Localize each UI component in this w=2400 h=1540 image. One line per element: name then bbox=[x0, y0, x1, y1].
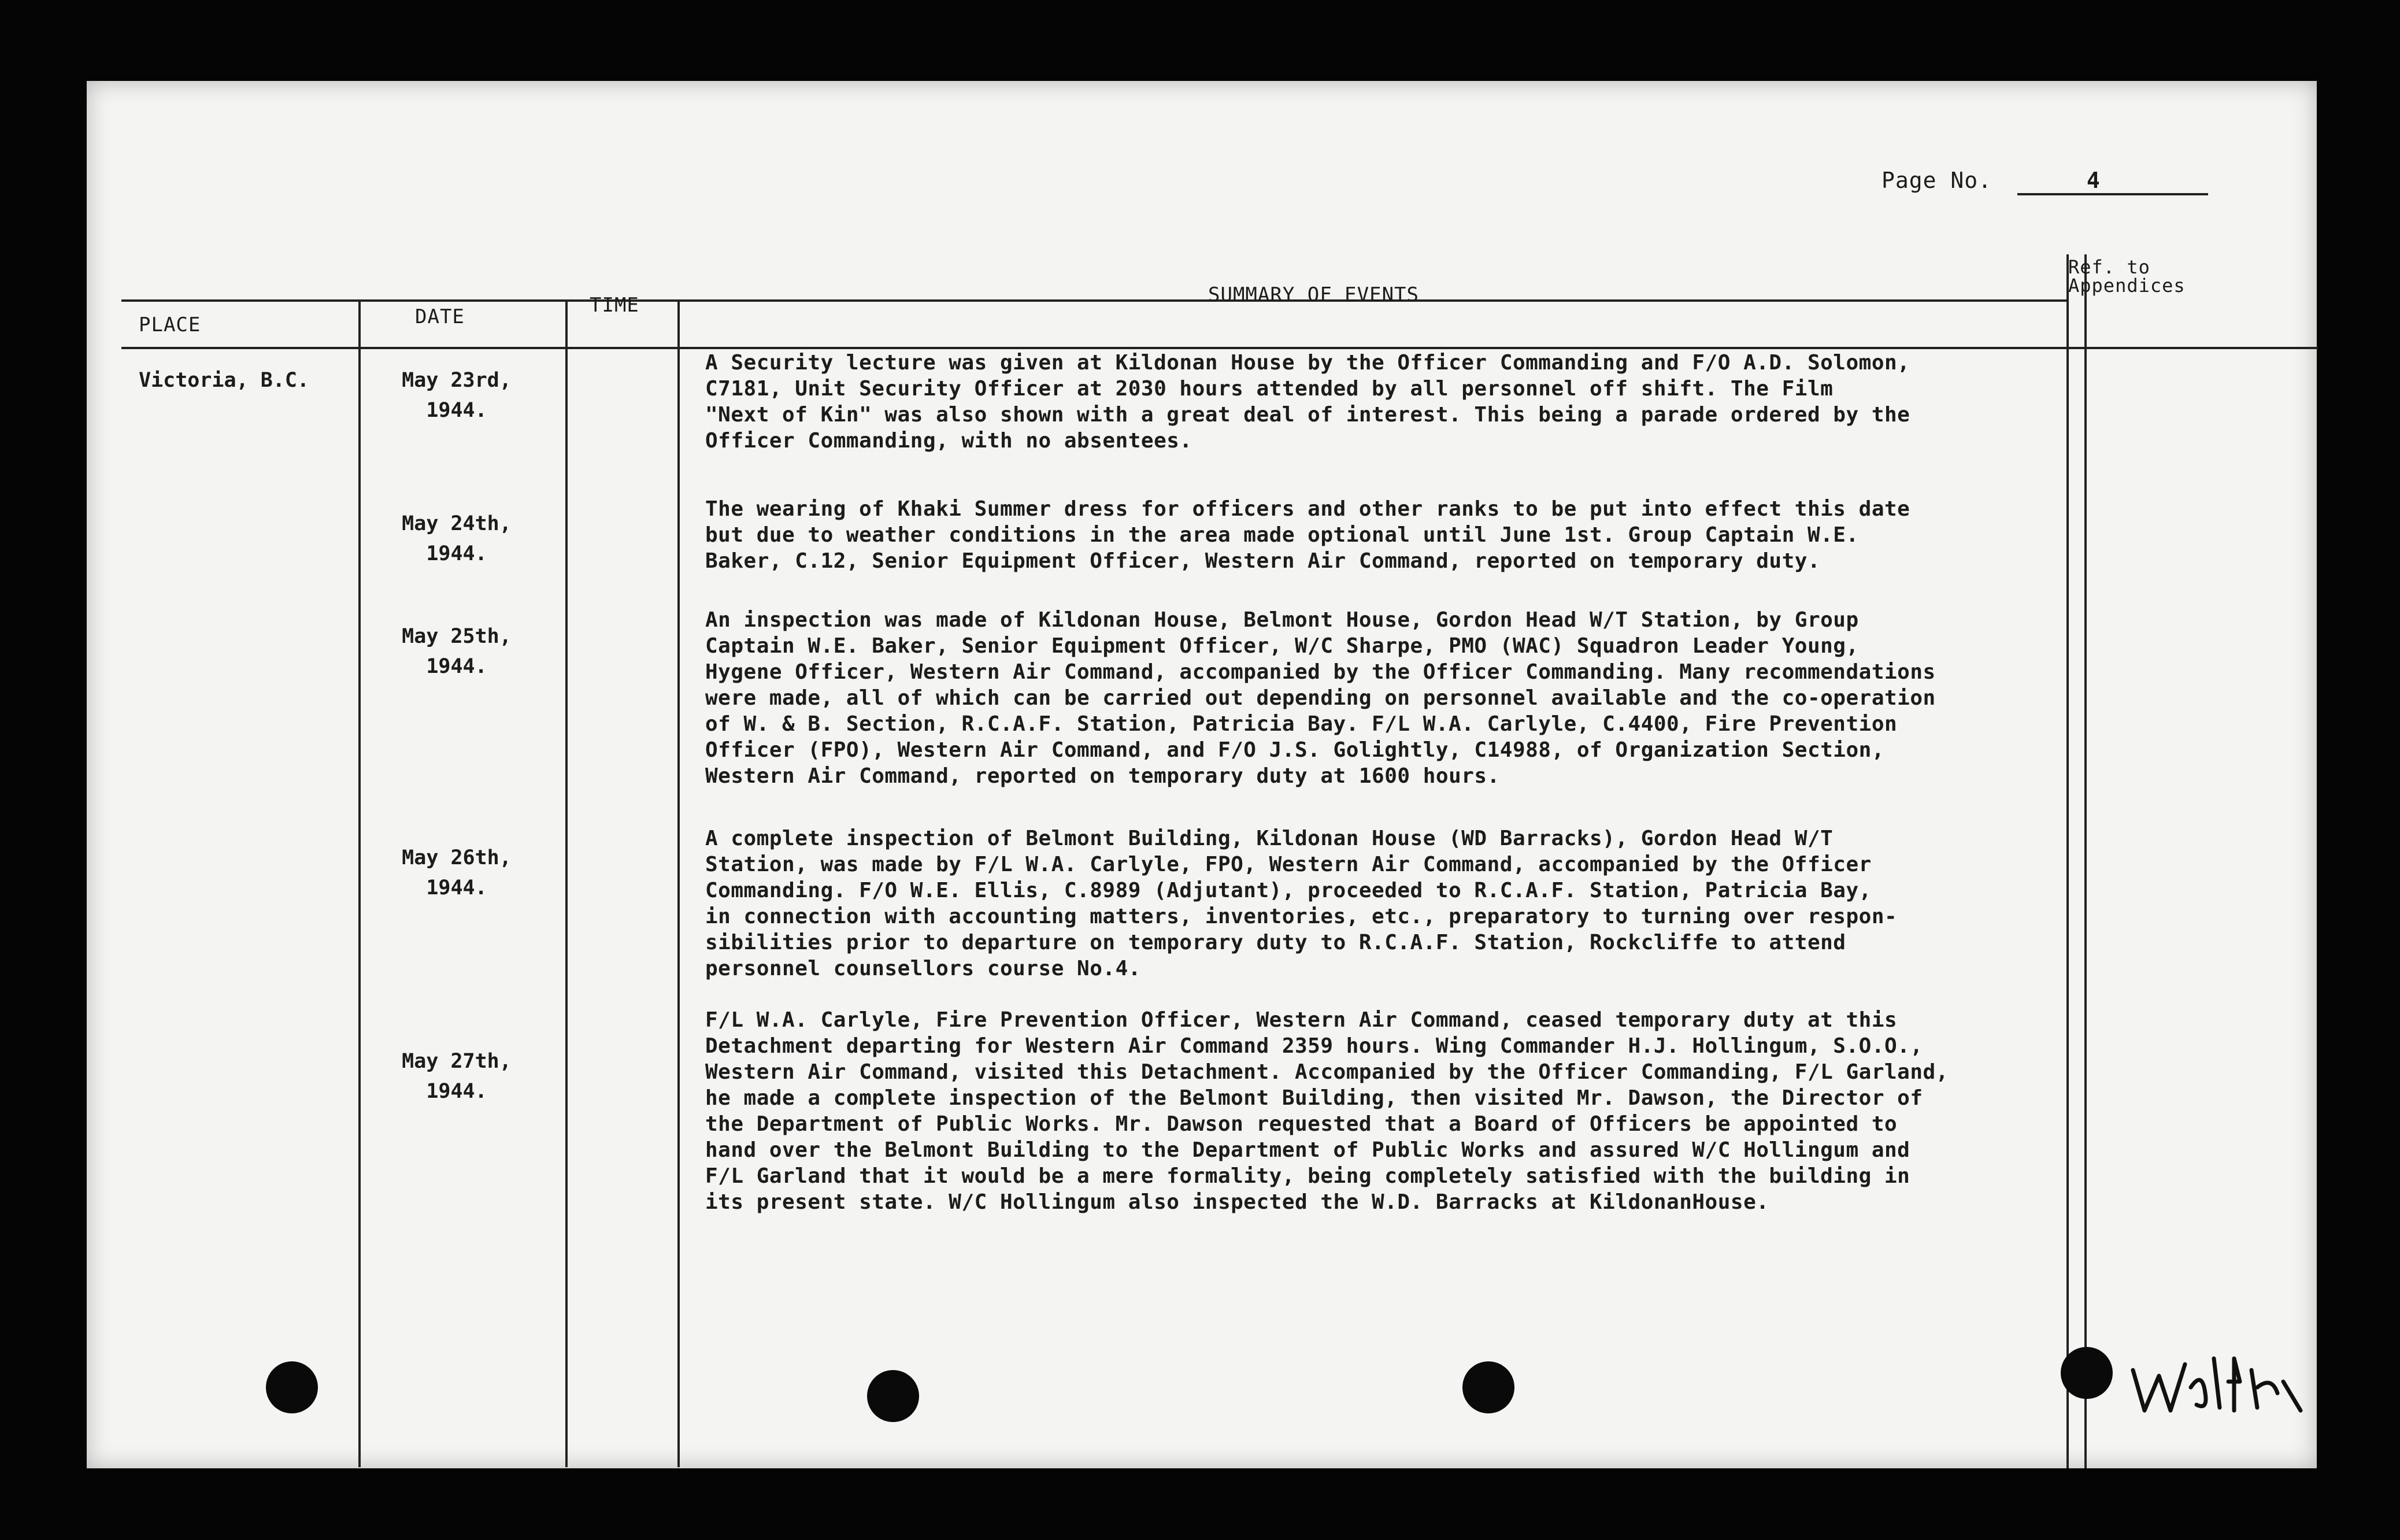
page-number-value: 4 bbox=[2017, 168, 2208, 195]
header-ref-appendices: Ref. to Appendices bbox=[2068, 256, 2186, 297]
header-date: DATE bbox=[415, 305, 465, 328]
column-divider-summary-ref bbox=[2066, 254, 2069, 1468]
date-entry-1: May 23rd, 1944. bbox=[402, 369, 512, 422]
date-entry-2: May 24th, 1944. bbox=[402, 512, 512, 565]
column-divider-place-date bbox=[358, 299, 361, 1467]
page-number bbox=[1882, 168, 2208, 195]
header-summary: SUMMARY OF EVENTS bbox=[1208, 283, 1419, 306]
column-divider-ref-inner bbox=[2084, 254, 2087, 1468]
summary-entry-5: F/L W.A. Carlyle, Fire Prevention Officer, Western Air Command, ceased temporary duty at this Detachment departing for Western Air Command 2359 hours. Wing Commander H.J. Hollingum, S.O.O., Western Air Command, visited this Detachment. Accompanied by the Officer Commanding, F/L Garland, he made a complete inspection of the Belmont Building, then visited Mr. Dawson, the Director of the Department of Public Works. Mr. Dawson requested that a Board of Officers be appointed to hand over the Belmont Building to the Department of Public Works and assured W/C Hollingum and F/L Garland that it would be a mere formality, being completely satisfied with the building in its present state. W/C Hollingum also inspected the W.D. Barracks at KildonanHouse. bbox=[705, 1008, 1949, 1214]
punch-hole bbox=[266, 1361, 318, 1413]
header-place: PLACE bbox=[139, 313, 201, 336]
summary-entry-4: A complete inspection of Belmont Building, Kildonan House (WD Barracks), Gordon Head W/T Station, was made by F/L W.A. Carlyle, FPO, Western Air Command, accompanied by the Officer Commanding. F/O W.E. Ellis, C.8989 (Adjutant), proceeded to R.C.A.F. Station, Patricia Bay, in connection with accounting matters, inventories, etc., preparatory to turning over respon- sibilities prior to departure on temporary duty to R.C.A.F. Station, Rockcliffe to attend personnel counsellors course No.4. bbox=[705, 827, 1898, 980]
column-divider-date-time bbox=[565, 299, 568, 1467]
date-entry-3: May 25th, 1944. bbox=[402, 625, 512, 678]
date-entry-4: May 26th, 1944. bbox=[402, 846, 512, 899]
handwritten-initials-mark bbox=[2127, 1347, 2306, 1422]
summary-entry-1: A Security lecture was given at Kildonan House by the Officer Commanding and F/O A.D. Solomon, C7181, Unit Security Officer at 2030 hours attended by all personnel off shift. The Film "Next of Kin" was also shown with a great deal of interest. This being a parade ordered by the Officer Commanding, with no absentees. bbox=[705, 351, 1910, 453]
punch-hole bbox=[2061, 1347, 2113, 1399]
header-time: TIME bbox=[590, 294, 639, 317]
header-top-rule bbox=[121, 299, 2066, 302]
column-divider-time-summary bbox=[677, 299, 680, 1467]
header-bottom-rule bbox=[121, 347, 2318, 349]
page-number-label: Page No. bbox=[1882, 168, 1992, 193]
place-value: Victoria, B.C. bbox=[139, 369, 310, 392]
summary-entry-2: The wearing of Khaki Summer dress for officers and other ranks to be put into effect this date but due to weather conditions in the area made optional until June 1st. Group Captain W.E. Baker, C.12, Senior Equipment Officer, Western Air Command, reported on temporary duty. bbox=[705, 497, 1910, 573]
summary-entry-3: An inspection was made of Kildonan House, Belmont House, Gordon Head W/T Station, by Group Captain W.E. Baker, Senior Equipment Officer, W/C Sharpe, PMO (WAC) Squadron Leader Young, Hygene Officer, Western Air Command, accompanied by the Officer Commanding. Many recommendations were made, all of which can be carried out depending on personnel available and the co-operation of W. & B. Section, R.C.A.F. Station, Patricia Bay. F/L W.A. Carlyle, C.4400, Fire Prevention Officer (FPO), Western Air Command, and F/O J.S. Golightly, C14988, of Organization Section, Western Air Command, reported on temporary duty at 1600 hours. bbox=[705, 608, 1936, 788]
punch-hole bbox=[1462, 1361, 1514, 1413]
punch-hole bbox=[867, 1370, 919, 1422]
date-entry-5: May 27th, 1944. bbox=[402, 1050, 512, 1103]
